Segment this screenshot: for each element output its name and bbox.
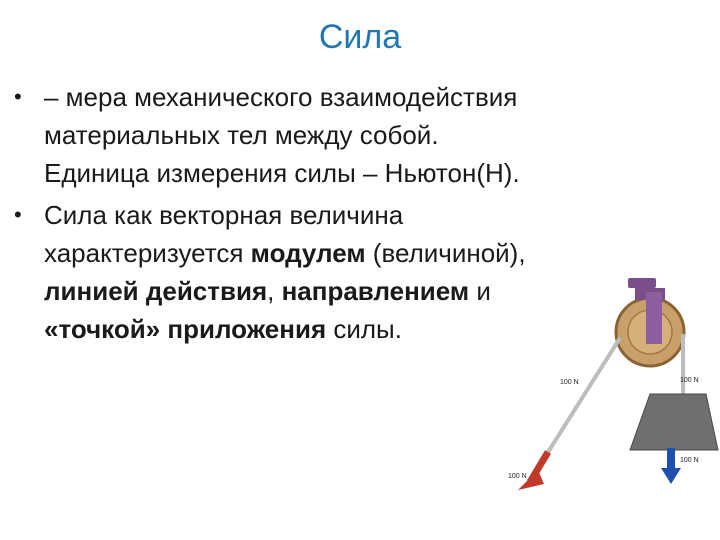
label-pull: 100 N <box>508 473 527 480</box>
term-point: «точкой» <box>44 314 161 344</box>
slide-title: Сила <box>318 18 402 56</box>
bullet-item-characteristics <box>14 196 534 348</box>
bullet-dot-icon: • <box>14 202 22 227</box>
label-rope-left: 100 N <box>560 379 579 386</box>
rope-left <box>538 338 620 468</box>
label-rope-right: 100 N <box>680 377 699 384</box>
bullet-text-part: и <box>469 276 491 306</box>
bullet-text-part: Сила как векторная величина характеризуется <box>44 200 404 268</box>
bullet-text-part: , <box>267 276 282 306</box>
weight-block <box>630 394 718 450</box>
bullet-item-definition <box>14 78 534 192</box>
term-line-of-action: линией действия <box>44 276 268 306</box>
ceiling-mount <box>628 278 656 288</box>
bullet-dot-icon: • <box>14 84 22 109</box>
term-modulus: модулем <box>250 238 366 268</box>
pulley-bracket-arm <box>646 292 662 344</box>
down-arrow-shaft <box>667 448 675 470</box>
bullet-text-part: (величиной), <box>365 238 526 268</box>
label-weight-down: 100 N <box>680 457 699 464</box>
term-direction: направлением <box>281 276 470 306</box>
bullet-text-part: силы. <box>326 314 402 344</box>
down-arrow-head <box>661 468 681 484</box>
term-application: приложения <box>167 314 327 344</box>
bullet-list <box>14 78 534 352</box>
pulley-illustration <box>500 272 720 512</box>
bullet-text: – мера механического взаимодействия материальных тел между собой. Единица измерения силы – Ньютон(Н). <box>44 82 520 188</box>
